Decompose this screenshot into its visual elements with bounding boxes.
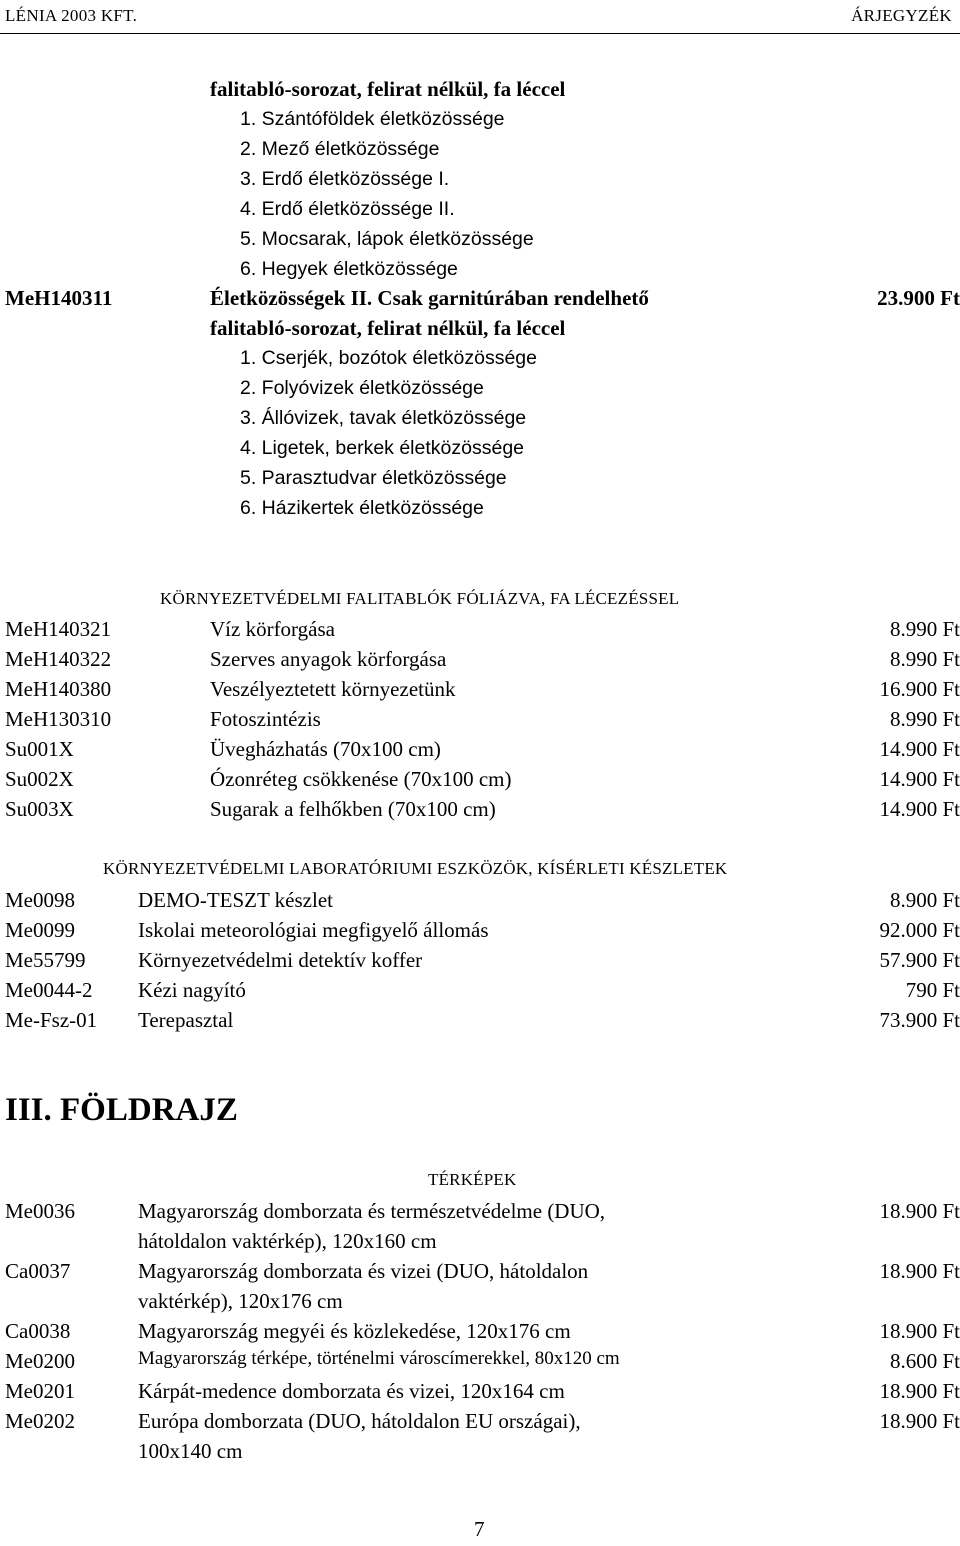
list-item: 1. Cserjék, bozótok életközössége — [240, 347, 537, 369]
list-item: 6. Házikertek életközössége — [240, 497, 484, 519]
item-price: 18.900 Ft — [879, 1379, 960, 1403]
item-code: Me0044-2 — [5, 978, 93, 1002]
item-code: Su001X — [5, 737, 74, 761]
item-name: Európa domborzata (DUO, hátoldalon EU országai), — [138, 1409, 581, 1433]
list-item: 5. Mocsarak, lápok életközössége — [240, 228, 534, 250]
table-row — [5, 1196, 960, 1256]
list-item: 6. Hegyek életközössége — [240, 258, 458, 280]
table-row — [5, 945, 960, 975]
list-item: 1. Szántóföldek életközössége — [240, 108, 505, 130]
table-row — [5, 764, 960, 794]
item-code: Ca0037 — [5, 1259, 71, 1283]
table-row — [5, 644, 960, 674]
item-price: 18.900 Ft — [879, 1409, 960, 1433]
header-rule — [0, 33, 960, 34]
item-code: Su003X — [5, 797, 74, 821]
item-name: Magyarország domborzata és természetvédelme (DUO, — [138, 1199, 606, 1223]
table-row — [5, 1376, 960, 1406]
item-price: 92.000 Ft — [879, 918, 960, 942]
block2-title: Életközösségek II. Csak garnitúrában rendelhető — [210, 286, 649, 310]
section2-heading: KÖRNYEZETVÉDELMI LABORATÓRIUMI ESZKÖZÖK, KÍSÉRLETI KÉSZLETEK — [103, 859, 728, 878]
item-price: 8.990 Ft — [889, 647, 960, 671]
item-code: Me0036 — [5, 1199, 75, 1223]
section2-table — [5, 885, 960, 1035]
item-name: Környezetvédelmi detektív koffer — [138, 948, 423, 972]
item-name-cont: 100x140 cm — [138, 1439, 243, 1463]
item-price: 790 Ft — [905, 978, 960, 1002]
item-price: 8.990 Ft — [889, 617, 960, 641]
item-name: Fotoszintézis — [210, 707, 321, 731]
item-price: 57.900 Ft — [879, 948, 960, 972]
item-name: Terepasztal — [138, 1008, 234, 1032]
table-row — [5, 1256, 960, 1316]
section3-table — [5, 1196, 960, 1466]
list-item: 4. Erdő életközössége II. — [240, 198, 455, 220]
header-doc-title: ÁRJEGYZÉK — [851, 6, 952, 25]
table-row — [5, 614, 960, 644]
item-price: 8.990 Ft — [889, 707, 960, 731]
list-item: 2. Folyóvizek életközössége — [240, 377, 484, 399]
item-name: Kárpát-medence domborzata és vizei, 120x164 cm — [138, 1379, 565, 1403]
item-name-cont: hátoldalon vaktérkép), 120x160 cm — [138, 1229, 437, 1253]
item-name: Víz körforgása — [210, 617, 335, 641]
table-row — [5, 1005, 960, 1035]
table-row — [5, 794, 960, 824]
item-price: 73.900 Ft — [879, 1008, 960, 1032]
block2-subtitle: falitabló-sorozat, felirat nélkül, fa léccel — [210, 316, 566, 340]
item-code: MeH130310 — [5, 707, 112, 731]
item-code: Su002X — [5, 767, 74, 791]
item-price: 8.900 Ft — [889, 888, 960, 912]
block2-list — [240, 343, 537, 523]
item-name-cont: vaktérkép), 120x176 cm — [138, 1289, 343, 1313]
item-price: 18.900 Ft — [879, 1259, 960, 1283]
table-row — [5, 1406, 960, 1466]
section1-heading: KÖRNYEZETVÉDELMI FALITABLÓK FÓLIÁZVA, FA LÉCEZÉSSEL — [160, 589, 680, 608]
item-price: 18.900 Ft — [879, 1199, 960, 1223]
list-item: 2. Mező életközössége — [240, 138, 440, 160]
item-code: MeH140322 — [5, 647, 112, 671]
item-name: Magyarország megyéi és közlekedése, 120x176 cm — [138, 1319, 571, 1343]
list-item: 3. Állóvizek, tavak életközössége — [240, 407, 527, 429]
header-company: LÉNIA 2003 KFT. — [5, 6, 138, 25]
section1-table — [5, 614, 960, 824]
item-code: Me0099 — [5, 918, 75, 942]
item-name: Kézi nagyító — [138, 978, 246, 1002]
table-row — [5, 734, 960, 764]
item-name: Sugarak a felhőkben (70x100 cm) — [210, 797, 496, 821]
item-code: Me0201 — [5, 1379, 75, 1403]
item-price: 14.900 Ft — [879, 737, 960, 761]
table-row — [5, 975, 960, 1005]
item-name: Magyarország domborzata és vizei (DUO, hátoldalon — [138, 1259, 589, 1283]
item-name: Üvegházhatás (70x100 cm) — [210, 737, 441, 761]
item-code: Me-Fsz-01 — [5, 1008, 98, 1032]
table-row — [5, 1316, 960, 1346]
item-price: 14.900 Ft — [879, 767, 960, 791]
item-price: 14.900 Ft — [879, 797, 960, 821]
list-item: 3. Erdő életközössége I. — [240, 168, 450, 190]
item-code: Ca0038 — [5, 1319, 71, 1343]
item-code: Me0200 — [5, 1349, 75, 1373]
item-name: Magyarország térképe, történelmi városcímerekkel, 80x120 cm — [138, 1348, 620, 1369]
block2-code: MeH140311 — [5, 286, 113, 310]
item-code: Me0202 — [5, 1409, 75, 1433]
block1-list — [240, 104, 534, 284]
item-name: Ózonréteg csökkenése (70x100 cm) — [210, 767, 512, 791]
table-row — [5, 1346, 960, 1376]
block2-price: 23.900 Ft — [877, 286, 960, 310]
block1-title: falitabló-sorozat, felirat nélkül, fa léccel — [210, 77, 566, 101]
item-price: 8.600 Ft — [889, 1349, 960, 1373]
page-number: 7 — [474, 1517, 485, 1541]
item-name: Veszélyeztetett környezetünk — [210, 677, 456, 701]
list-item: 5. Parasztudvar életközössége — [240, 467, 507, 489]
table-row — [5, 915, 960, 945]
section3-heading: TÉRKÉPEK — [428, 1170, 517, 1189]
table-row — [5, 704, 960, 734]
item-price: 16.900 Ft — [879, 677, 960, 701]
table-row — [5, 885, 960, 915]
item-name: Iskolai meteorológiai megfigyelő állomás — [138, 918, 489, 942]
item-code: MeH140380 — [5, 677, 112, 701]
item-code: Me55799 — [5, 948, 86, 972]
item-code: MeH140321 — [5, 617, 112, 641]
chapter-title: III. FÖLDRAJZ — [5, 1092, 238, 1128]
item-price: 18.900 Ft — [879, 1319, 960, 1343]
item-code: Me0098 — [5, 888, 75, 912]
item-name: DEMO-TESZT készlet — [138, 888, 333, 912]
item-name: Szerves anyagok körforgása — [210, 647, 447, 671]
table-row — [5, 674, 960, 704]
list-item: 4. Ligetek, berkek életközössége — [240, 437, 525, 459]
